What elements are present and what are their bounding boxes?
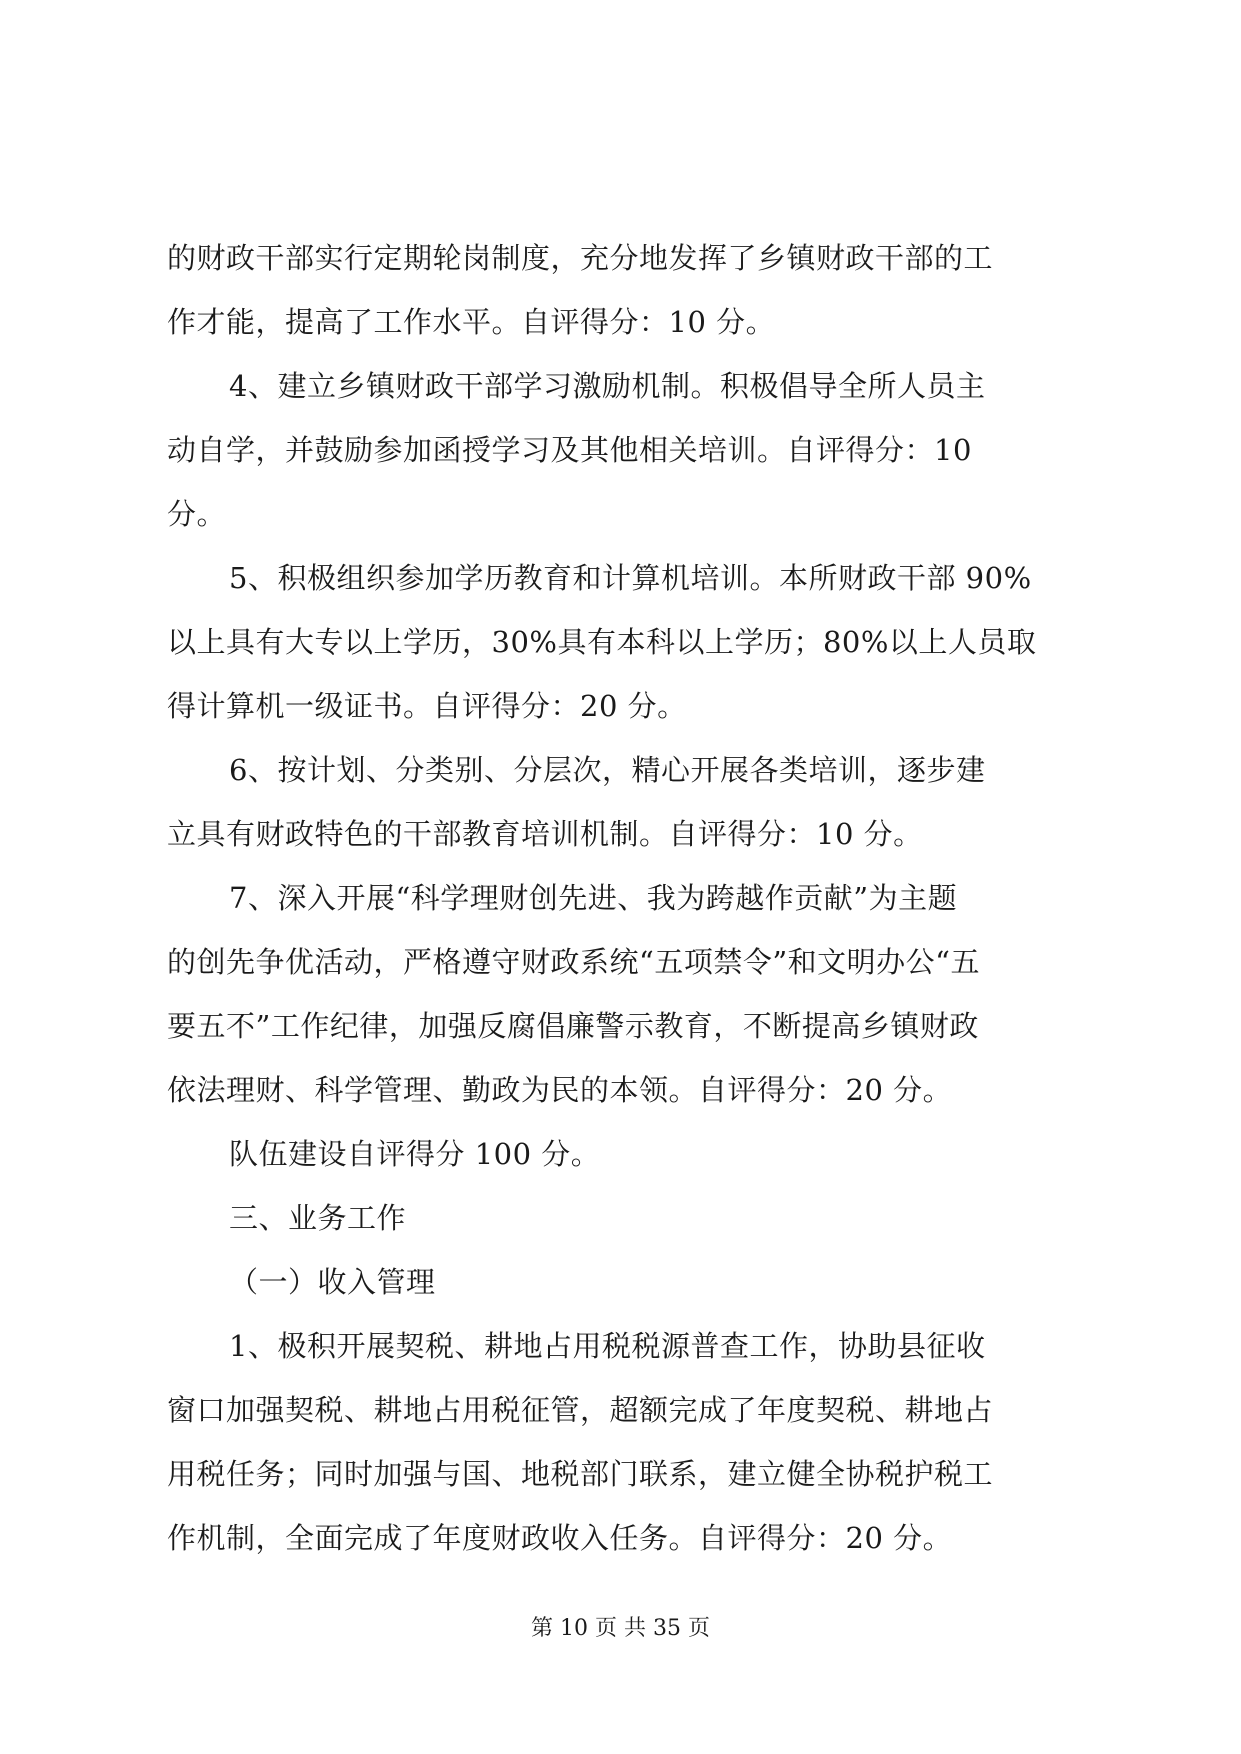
text-line: 立具有财政特色的干部教育培训机制。自评得分：10 分。	[167, 817, 923, 851]
text-line: 5、积极组织参加学历教育和计算机培训。本所财政干部 90%	[229, 561, 1032, 595]
text-line: 要五不”工作纪律，加强反腐倡廉警示教育，不断提高乡镇财政	[167, 1009, 979, 1043]
text-line: 窗口加强契税、耕地占用税征管，超额完成了年度契税、耕地占	[167, 1393, 994, 1427]
text-line: 6、按计划、分类别、分层次，精心开展各类培训，逐步建	[229, 753, 986, 787]
section-heading: 三、业务工作	[229, 1201, 407, 1235]
text-line: 1、极积开展契税、耕地占用税税源普查工作，协助县征收	[229, 1329, 986, 1363]
text-line: 7、深入开展“科学理财创先进、我为跨越作贡献”为主题	[229, 881, 958, 915]
text-line: 的创先争优活动，严格遵守财政系统“五项禁令”和文明办公“五	[167, 945, 980, 979]
text-line: 以上具有大专以上学历，30%具有本科以上学历；80%以上人员取	[167, 625, 1037, 659]
text-line: 的财政干部实行定期轮岗制度，充分地发挥了乡镇财政干部的工	[167, 241, 994, 275]
text-line: 4、建立乡镇财政干部学习激励机制。积极倡导全所人员主	[229, 369, 986, 403]
text-line: 动自学，并鼓励参加函授学习及其他相关培训。自评得分：10	[167, 433, 972, 467]
text-line: 作机制，全面完成了年度财政收入任务。自评得分：20 分。	[167, 1521, 953, 1555]
document-body	[167, 226, 1077, 1570]
page-number-footer: 第 10 页 共 35 页	[531, 1616, 710, 1641]
subsection-heading: （一）收入管理	[229, 1265, 436, 1299]
text-line: 用税任务；同时加强与国、地税部门联系，建立健全协税护税工	[167, 1457, 994, 1491]
text-line: 得计算机一级证书。自评得分：20 分。	[167, 689, 687, 723]
text-line: 作才能，提高了工作水平。自评得分：10 分。	[167, 305, 776, 339]
text-line: 依法理财、科学管理、勤政为民的本领。自评得分：20 分。	[167, 1073, 953, 1107]
section-summary: 队伍建设自评得分 100 分。	[229, 1137, 601, 1171]
text-line: 分。	[167, 497, 227, 531]
